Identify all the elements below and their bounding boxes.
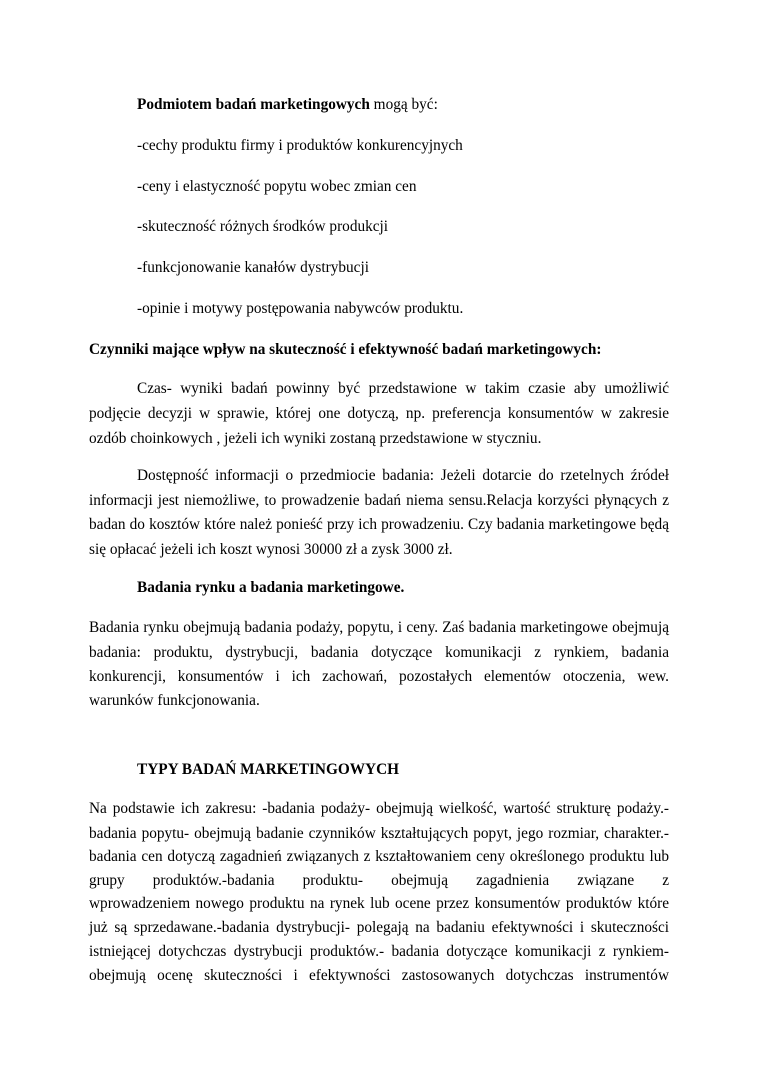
subject-item: -opinie i motywy postępowania nabywców produktu. [137,300,464,317]
factors-p1-line: ozdób choinkowych , jeżeli ich wyniki zostaną przedstawione w styczniu. [89,430,542,447]
types-line: badania cen dotyczą zagadnień związanych z kształtowaniem ceny określonego produktu lub [89,848,669,865]
factors-p2-line: się opłacać jeżeli ich koszt wynosi 30000 zł a zysk 3000 zł. [89,541,453,558]
market-line: warunków funkcjonowania. [89,692,260,709]
market-line: Badania rynku obejmują badania podaży, popytu, i ceny. Zaś badania marketingowe obejmują [89,619,669,636]
subject-item: -skuteczność różnych środków produkcji [137,218,389,235]
types-line: istniejącej dotychczas dystrybucji produktów.- badania dotyczące komunikacji z rynkiem- [89,943,669,960]
types-line: wprowadzeniem nowego produktu na rynek lub ocene przez konsumentów produktów które [89,895,669,912]
subject-item: -funkcjonowanie kanałów dystrybucji [137,259,369,276]
types-heading: TYPY BADAŃ MARKETINGOWYCH [137,761,400,778]
factors-p2-line: informacji jest niemożliwe, to prowadzenie badań niema sensu.Relacja korzyści płynących z [89,492,669,509]
subject-item: -cechy produktu firmy i produktów konkurencyjnych [137,137,463,154]
factors-p2-line: badan do kosztów które należ ponieść przy ich prowadzeniu. Czy badania marketingowe będą [89,516,669,533]
market-line: konkurencji, konsumentów i ich zachowań, pozostałych elementów otoczenia, wew. [89,668,669,685]
subject-item: -ceny i elastyczność popytu wobec zmian cen [137,178,417,195]
market-line: badania: produktu, dystrybucji, badania dotyczące komunikacji z rynkiem, badania [89,644,669,661]
factors-p1-line: podjęcie decyzji w sprawie, której one dotyczą, np. preferencja konsumentów w zakresie [89,405,669,422]
factors-p2-line: Dostępność informacji o przedmiocie badania: Jeżeli dotarcie do rzetelnych źródeł [137,467,669,484]
subjects-heading [137,96,438,114]
market-heading: Badania rynku a badania marketingowe. [137,579,405,596]
factors-p1-line: Czas- wyniki badań powinny być przedstawione w takim czasie aby umożliwić [137,380,669,397]
types-line: grupy produktów.-badania produktu- obejmują zagadnienia związane z [89,872,669,889]
subjects-heading-bold: Podmiotem badań marketingowych [137,96,370,113]
types-line: badania popytu- obejmują badanie czynników kształtujących popyt, jego rozmiar, charakter.- [89,825,669,842]
subjects-heading-rest: mogą być: [369,96,438,113]
factors-heading: Czynniki mające wpływ na skuteczność i efektywność badań marketingowych: [89,341,602,358]
types-line: już są sprzedawane.-badania dystrybucji- polegają na badaniu efektywności i skuteczności [89,919,669,936]
types-line: obejmują ocenę skuteczności i efektywności zastosowanych dotychczas instrumentów [89,967,669,984]
types-line: Na podstawie ich zakresu: -badania podaży- obejmują wielkość, wartość strukturę podaży.- [89,800,669,817]
